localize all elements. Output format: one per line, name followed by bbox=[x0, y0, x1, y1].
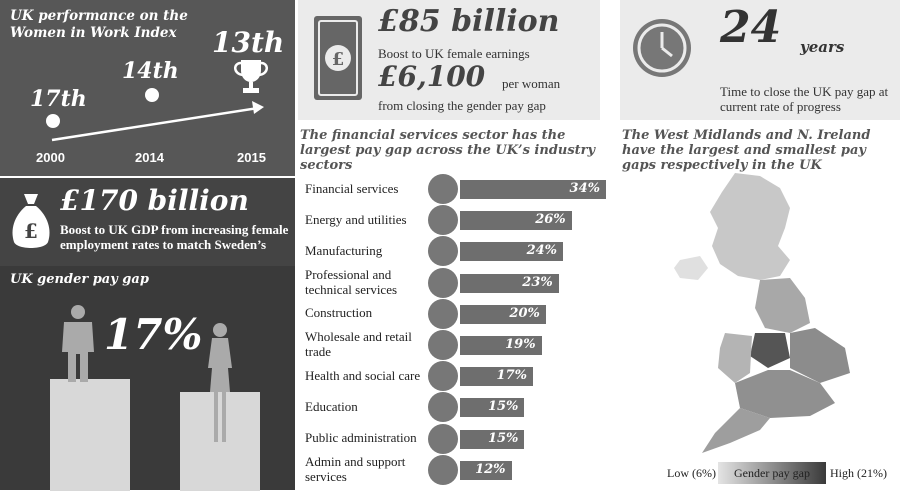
sector-label-line: trade bbox=[305, 344, 331, 359]
map-region-south-west bbox=[702, 408, 770, 453]
earnings-footer: from closing the gender pay gap bbox=[378, 98, 546, 113]
sector-label-line: Wholesale and retail bbox=[305, 329, 412, 344]
sector-label-line: Construction bbox=[305, 305, 373, 321]
sector-bar bbox=[460, 336, 542, 355]
sector-icon bbox=[428, 268, 458, 298]
sector-label-line: Energy and utilities bbox=[305, 211, 407, 227]
svg-text:£: £ bbox=[24, 219, 38, 243]
sector-icon bbox=[428, 424, 458, 454]
sector-label bbox=[305, 399, 358, 414]
trend-arrow-head bbox=[252, 101, 264, 114]
sector-label-line: Financial services bbox=[305, 180, 399, 196]
sector-bar-value: 34% bbox=[569, 181, 600, 196]
years-panel bbox=[620, 0, 900, 120]
sector-bar-value: 23% bbox=[522, 274, 553, 290]
legend-low-label: Low (6%) bbox=[667, 466, 716, 480]
pay-gap-panel bbox=[0, 266, 295, 490]
years-unit: years bbox=[800, 38, 845, 56]
sector-bar-value: 20% bbox=[509, 305, 540, 321]
banknote-icon bbox=[312, 14, 364, 102]
money-bag-icon bbox=[10, 190, 52, 252]
sector-label bbox=[305, 305, 372, 320]
sectors-title: The financial services sector has the largest pay gap across the UK’s industry sectors bbox=[300, 128, 596, 173]
pay-gap-value: 17% bbox=[104, 310, 203, 359]
male-podium bbox=[50, 379, 130, 491]
sector-bar-value: 24% bbox=[526, 243, 558, 259]
years-text: Time to close the UK pay gap at current rate of progress bbox=[720, 84, 889, 114]
sector-bar bbox=[460, 180, 606, 199]
uk-map bbox=[640, 168, 870, 458]
sector-label-line: Health and social care bbox=[305, 367, 421, 383]
sector-icon bbox=[428, 174, 458, 204]
sector-bar bbox=[460, 211, 572, 230]
rank-dot-2014 bbox=[145, 88, 159, 102]
sector-label-line: Admin and support bbox=[305, 453, 406, 469]
map-region-wales bbox=[718, 333, 752, 383]
gdp-value: £170 billion bbox=[60, 184, 249, 217]
sector-bar-value: 17% bbox=[496, 368, 527, 384]
sector-icon bbox=[428, 330, 458, 360]
sector-icon bbox=[428, 392, 458, 422]
sector-bar-value: 26% bbox=[535, 212, 566, 228]
sector-label bbox=[305, 368, 420, 383]
pay-gap-title: UK gender pay gap bbox=[10, 272, 149, 287]
sector-bar bbox=[460, 274, 559, 293]
earnings-subtitle: Boost to UK female earnings bbox=[378, 46, 530, 61]
year-2000: 2000 bbox=[36, 150, 65, 165]
sector-bar-value: 15% bbox=[487, 430, 519, 446]
year-2015: 2015 bbox=[237, 150, 266, 165]
sector-bar-value: 15% bbox=[487, 399, 519, 415]
earnings-panel bbox=[298, 0, 600, 120]
map-region-scotland bbox=[710, 173, 790, 280]
gdp-panel bbox=[0, 178, 295, 266]
rank-dot-2000 bbox=[46, 114, 60, 128]
regions-title: The West Midlands and N. Ireland have the largest and smallest pay gaps respectively in the UK bbox=[622, 128, 871, 173]
per-woman-label: per woman bbox=[502, 76, 561, 91]
map-region-west-midlands bbox=[750, 333, 790, 368]
female-silhouette-icon bbox=[204, 322, 236, 450]
sector-icon bbox=[428, 299, 458, 329]
sector-bar bbox=[460, 367, 533, 386]
year-2014: 2014 bbox=[135, 150, 164, 165]
sector-bar bbox=[460, 398, 524, 417]
sector-bar bbox=[460, 430, 524, 449]
sector-label bbox=[305, 454, 405, 484]
sector-label-line: services bbox=[305, 468, 347, 484]
women-in-work-panel bbox=[0, 0, 295, 176]
sector-label bbox=[305, 181, 399, 196]
rank-2000: 17th bbox=[30, 86, 87, 112]
women-in-work-title: UK performance on the Women in Work Index bbox=[10, 8, 188, 41]
sector-icon bbox=[428, 236, 458, 266]
years-value: 24 bbox=[720, 2, 782, 53]
sector-label-line: Professional and bbox=[305, 266, 392, 282]
earnings-value: £85 billion bbox=[378, 4, 560, 39]
sector-label-line: technical services bbox=[305, 281, 398, 297]
sector-label bbox=[305, 430, 417, 445]
svg-text:£: £ bbox=[331, 49, 345, 70]
clock-icon bbox=[630, 16, 694, 80]
rank-2015: 13th bbox=[212, 26, 285, 59]
legend-mid-label: Gender pay gap bbox=[734, 466, 810, 480]
sector-label-line: Manufacturing bbox=[305, 242, 383, 258]
sector-icon bbox=[428, 361, 458, 391]
sector-label-line: Education bbox=[305, 398, 358, 414]
sector-bar-value: 12% bbox=[475, 461, 506, 477]
legend-high-label: High (21%) bbox=[830, 466, 887, 480]
sector-label bbox=[305, 212, 407, 227]
sector-label bbox=[305, 267, 397, 297]
sector-bar bbox=[460, 242, 563, 261]
sector-bar bbox=[460, 305, 546, 324]
sector-label bbox=[305, 329, 412, 359]
sector-icon bbox=[428, 205, 458, 235]
sector-label-line: Public administration bbox=[305, 430, 417, 446]
per-woman-value: £6,100 bbox=[378, 60, 486, 93]
sector-label bbox=[305, 243, 382, 258]
trend-arrow-line bbox=[52, 108, 258, 140]
rank-2014: 14th bbox=[122, 58, 179, 84]
trophy-icon bbox=[230, 58, 272, 96]
male-silhouette-icon bbox=[58, 304, 98, 382]
sector-bar-value: 19% bbox=[505, 337, 536, 352]
gdp-text: Boost to UK GDP from increasing female employment rates to match Sweden’s bbox=[60, 222, 289, 252]
sector-bar bbox=[460, 461, 512, 480]
map-region-north-england bbox=[755, 278, 810, 333]
map-region-northern-ireland bbox=[674, 256, 708, 280]
sector-icon bbox=[428, 455, 458, 485]
